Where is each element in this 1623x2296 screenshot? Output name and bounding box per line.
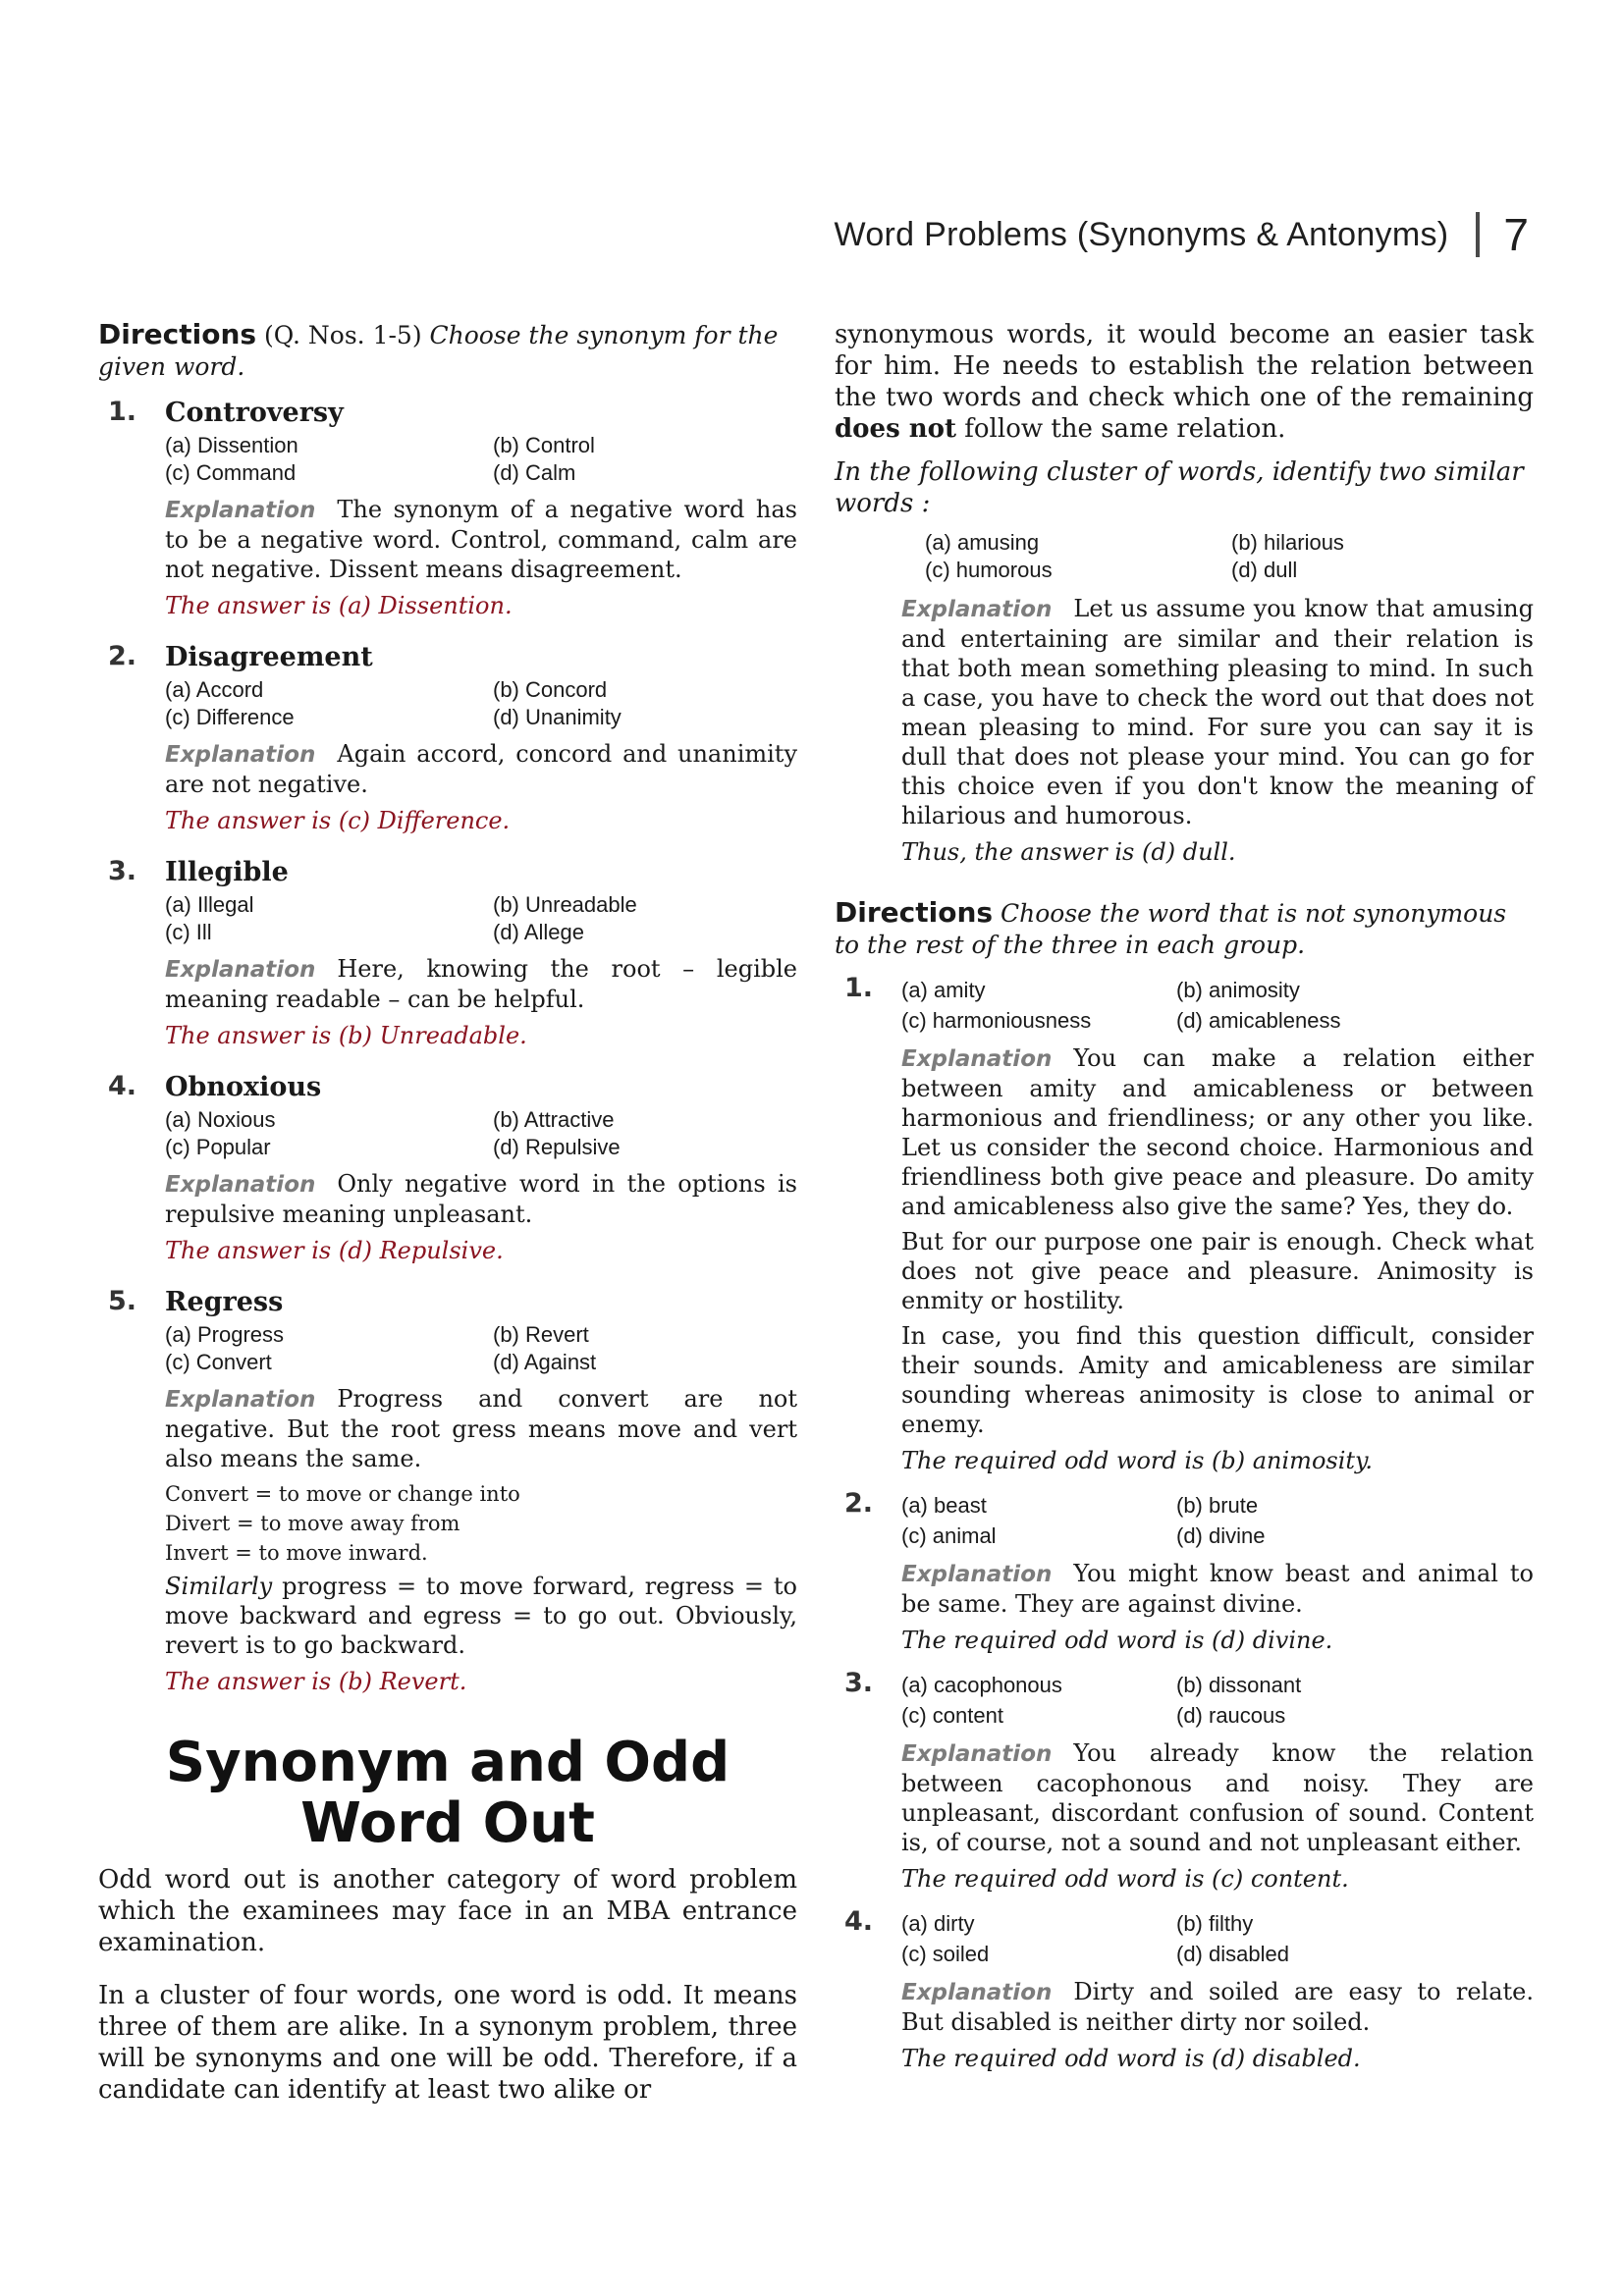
option-b: (b) Revert: [493, 1322, 589, 1347]
running-header: [835, 208, 1529, 261]
option-d: (d) Unanimity: [493, 705, 622, 729]
directions-label: Directions: [98, 318, 257, 350]
question-number: 1.: [844, 973, 874, 1003]
heading-word-and: and: [450, 1731, 605, 1794]
explanation-label: Explanation: [901, 1562, 1053, 1587]
explanation-text: Let us assume you know that amusing and entertaining are similar and their relation is that both mean something pleasing to mind. In such a case, you have to check the word out that does not mean pleasing to mind. For sure you can say it is dull that does not please your mind. You can go for this choice even if you don't know the meaning of hilarious and humorous.: [901, 595, 1534, 829]
options-grid: [165, 676, 797, 731]
definition-line: Divert = to move away from: [165, 1512, 460, 1535]
emphasis-does-not: does not: [835, 414, 957, 444]
explanation-paragraph: But for our purpose one pair is enough. Check what does not give peace and pleasure. Animosity is enmity or hostility.: [901, 1228, 1534, 1314]
explanation-label: Explanation: [901, 597, 1053, 622]
option-b: (b) dissonant: [1176, 1673, 1302, 1697]
explanation: [165, 1384, 797, 1473]
explanation-text: You can make a relation either between amity and amicableness or between harmonious and friendliness; or any other you like. Let us consider the second choice. Harmonious and friendliness both give peace and pleasure. Do amity and amicableness also give the same? Yes, they do.: [901, 1044, 1534, 1220]
option-c: (c) animal: [901, 1523, 997, 1548]
option-c: (c) Popular: [165, 1135, 271, 1159]
option-b: (b) Control: [493, 433, 595, 457]
explanation: [901, 1977, 1534, 2037]
option-a: (a) amity: [901, 978, 986, 1002]
explanation: [165, 739, 797, 799]
option-c: (c) Command: [165, 460, 297, 485]
option-c: (c) Ill: [165, 920, 212, 944]
explanation-text: The synonym of a negative word has to be a negative word. Control, command, calm are not negative. Dissent means disagreement.: [165, 496, 797, 583]
option-d: (d) dull: [1231, 558, 1298, 582]
answer: The required odd word is (b) animosity.: [901, 1447, 1374, 1474]
option-c: (c) humorous: [925, 558, 1053, 582]
section-paragraph-1: Odd word out is another category of word problem which the examinees may face in an MBA entrance examination.: [98, 1865, 797, 1957]
question-1: [98, 397, 797, 621]
explanation-label: Explanation: [165, 498, 316, 523]
heading-line-2: Word Out: [300, 1791, 595, 1855]
option-c: (c) Difference: [165, 705, 295, 729]
explanation-label: Explanation: [165, 1387, 316, 1413]
option-b: (b) animosity: [1176, 978, 1300, 1002]
explanation: [901, 1043, 1534, 1221]
answer: The answer is (d) Repulsive.: [165, 1237, 504, 1264]
option-d: (d) divine: [1176, 1523, 1266, 1548]
option-d: (d) Against: [493, 1350, 597, 1374]
explanation-text: Dirty and soiled are easy to relate. But disabled is neither dirty nor soiled.: [901, 1978, 1534, 2036]
explanation-text: Only negative word in the options is repulsive meaning unpleasant.: [165, 1170, 797, 1228]
option-b: (b) Unreadable: [493, 892, 637, 917]
explanation-text: You already know the relation between cacophonous and noisy. They are unpleasant, discordant confusion of sound. Content is, of course, not a sound and not unpleasant either.: [901, 1739, 1534, 1856]
continued-paragraph: [835, 319, 1534, 445]
section-paragraph-2: In a cluster of four words, one word is odd. It means three of them are alike. In a synonym problem, three will be synonyms and one will be odd. Therefore, if a candidate can identify at least two alike or: [98, 1981, 797, 2105]
explanation-text: Here, knowing the root – legible meaning readable – can be helpful.: [165, 955, 797, 1013]
question-number: 5.: [108, 1286, 137, 1316]
odd-question-2: [835, 1490, 1534, 1656]
option-a: (a) cacophonous: [901, 1673, 1062, 1697]
directions-ref: (Q. Nos. 1-5): [264, 321, 422, 349]
directions-text: Choose the word that is not synonymous to the rest of the three in each group.: [835, 899, 1507, 959]
page-number: 7: [1503, 209, 1529, 260]
question-2: [98, 641, 797, 836]
explanation-text: Again accord, concord and unanimity are not negative.: [165, 740, 797, 798]
question-number: 3.: [844, 1668, 874, 1698]
answer: The answer is (a) Dissention.: [165, 592, 513, 619]
example-intro: In the following cluster of words, identify two similar words :: [835, 457, 1524, 518]
explanation: [901, 1559, 1534, 1619]
explanation: [901, 1738, 1534, 1857]
question-number: 1.: [108, 397, 137, 427]
option-c: (c) soiled: [901, 1942, 990, 1966]
explanation: [165, 1169, 797, 1229]
option-c: (c) harmoniousness: [901, 1008, 1092, 1033]
question-word: Obnoxious: [165, 1072, 322, 1102]
question-number: 4.: [108, 1071, 137, 1101]
option-d: (d) disabled: [1176, 1942, 1289, 1966]
explanation: [165, 954, 797, 1014]
explanation: [165, 495, 797, 584]
definition-line: Invert = to move inward.: [165, 1541, 428, 1565]
option-b: (b) Concord: [493, 677, 608, 702]
option-b: (b) hilarious: [1231, 530, 1344, 555]
explanation-text: You might know beast and animal to be same. They are against divine.: [901, 1560, 1534, 1618]
option-d: (d) Allege: [493, 920, 584, 944]
answer: The required odd word is (d) divine.: [901, 1627, 1333, 1654]
directions-label: Directions: [835, 896, 994, 929]
example-explanation: [901, 594, 1534, 830]
options-grid: [165, 432, 797, 487]
explanation-text: Progress and convert are not negative. But the root gress means move and vert also means the same.: [165, 1385, 797, 1472]
left-column: [98, 319, 797, 2127]
explanation-label: Explanation: [901, 1980, 1053, 2005]
answer: The answer is (c) Difference.: [165, 807, 511, 834]
option-d: (d) raucous: [1176, 1703, 1286, 1728]
question-word: Disagreement: [165, 642, 373, 672]
option-d: (d) Repulsive: [493, 1135, 621, 1159]
answer: The required odd word is (d) disabled.: [901, 2045, 1361, 2072]
header-divider: [1476, 212, 1480, 257]
options-grid: [165, 891, 797, 946]
odd-question-4: [835, 1908, 1534, 2074]
odd-question-1: [835, 975, 1534, 1476]
option-c: (c) content: [901, 1703, 1003, 1728]
chapter-title: Word Problems (Synonyms & Antonyms): [834, 215, 1449, 253]
answer: The answer is (b) Unreadable.: [165, 1022, 527, 1049]
option-a: (a) beast: [901, 1493, 987, 1518]
question-word: Controversy: [165, 398, 344, 428]
question-4: [98, 1071, 797, 1266]
answer: The answer is (b) Revert.: [165, 1668, 467, 1695]
section-heading: [98, 1733, 797, 1854]
option-b: (b) brute: [1176, 1493, 1259, 1518]
option-d: (d) Calm: [493, 460, 576, 485]
option-a: (a) Progress: [165, 1322, 285, 1347]
directions-text: Choose the synonym for the given word.: [98, 321, 779, 381]
similarly-text: progress = to move forward, regress = to move backward and egress = to go out. Obviously, revert is to go backward.: [165, 1573, 797, 1659]
question-5: [98, 1286, 797, 1697]
options-grid: [901, 1670, 1534, 1731]
options-grid: [901, 1908, 1534, 1969]
option-b: (b) filthy: [1176, 1911, 1254, 1936]
explanation-label: Explanation: [165, 1172, 316, 1198]
heading-word-synonym: Synonym: [165, 1731, 451, 1794]
option-d: (d) amicableness: [1176, 1008, 1341, 1033]
question-number: 2.: [844, 1488, 874, 1519]
answer: The required odd word is (c) content.: [901, 1865, 1349, 1893]
similarly-word: Similarly: [165, 1573, 273, 1600]
question-word: Illegible: [165, 857, 289, 887]
question-word: Regress: [165, 1287, 284, 1317]
option-a: (a) Dissention: [165, 433, 298, 457]
continued-text: synonymous words, it would become an easier task for him. He needs to establish the relation between the two words and check which one of the remaining: [835, 320, 1534, 412]
question-3: [98, 856, 797, 1051]
question-number: 4.: [844, 1906, 874, 1937]
heading-word-odd: Odd: [604, 1731, 730, 1794]
directions-block: [98, 319, 797, 383]
options-grid: [165, 1321, 797, 1376]
explanation-label: Explanation: [165, 742, 316, 768]
definition-line: Convert = to move or change into: [165, 1482, 520, 1506]
options-grid: [901, 1490, 1534, 1551]
question-number: 2.: [108, 641, 137, 671]
similarly-paragraph: [165, 1572, 797, 1660]
explanation-label: Explanation: [901, 1046, 1053, 1072]
explanation-paragraph: In case, you find this question difficult, consider their sounds. Amity and amicableness are similar sounding whereas animosity is close to animal or enemy.: [901, 1322, 1534, 1438]
options-grid: [901, 975, 1534, 1036]
option-a: (a) amusing: [925, 530, 1040, 555]
option-c: (c) Convert: [165, 1350, 272, 1374]
directions-block-2: [835, 897, 1534, 961]
option-a: (a) Noxious: [165, 1107, 276, 1132]
explanation-label: Explanation: [165, 957, 316, 983]
example-options: [925, 529, 1534, 584]
option-a: (a) Accord: [165, 677, 264, 702]
explanation-label: Explanation: [901, 1741, 1053, 1767]
option-a: (a) Illegal: [165, 892, 254, 917]
option-b: (b) Attractive: [493, 1107, 615, 1132]
option-a: (a) dirty: [901, 1911, 975, 1936]
continued-text-end: follow the same relation.: [956, 414, 1286, 444]
question-number: 3.: [108, 856, 137, 886]
example-answer: Thus, the answer is (d) dull.: [901, 838, 1236, 866]
options-grid: [165, 1106, 797, 1161]
right-column: [835, 319, 1534, 2088]
odd-question-3: [835, 1670, 1534, 1895]
